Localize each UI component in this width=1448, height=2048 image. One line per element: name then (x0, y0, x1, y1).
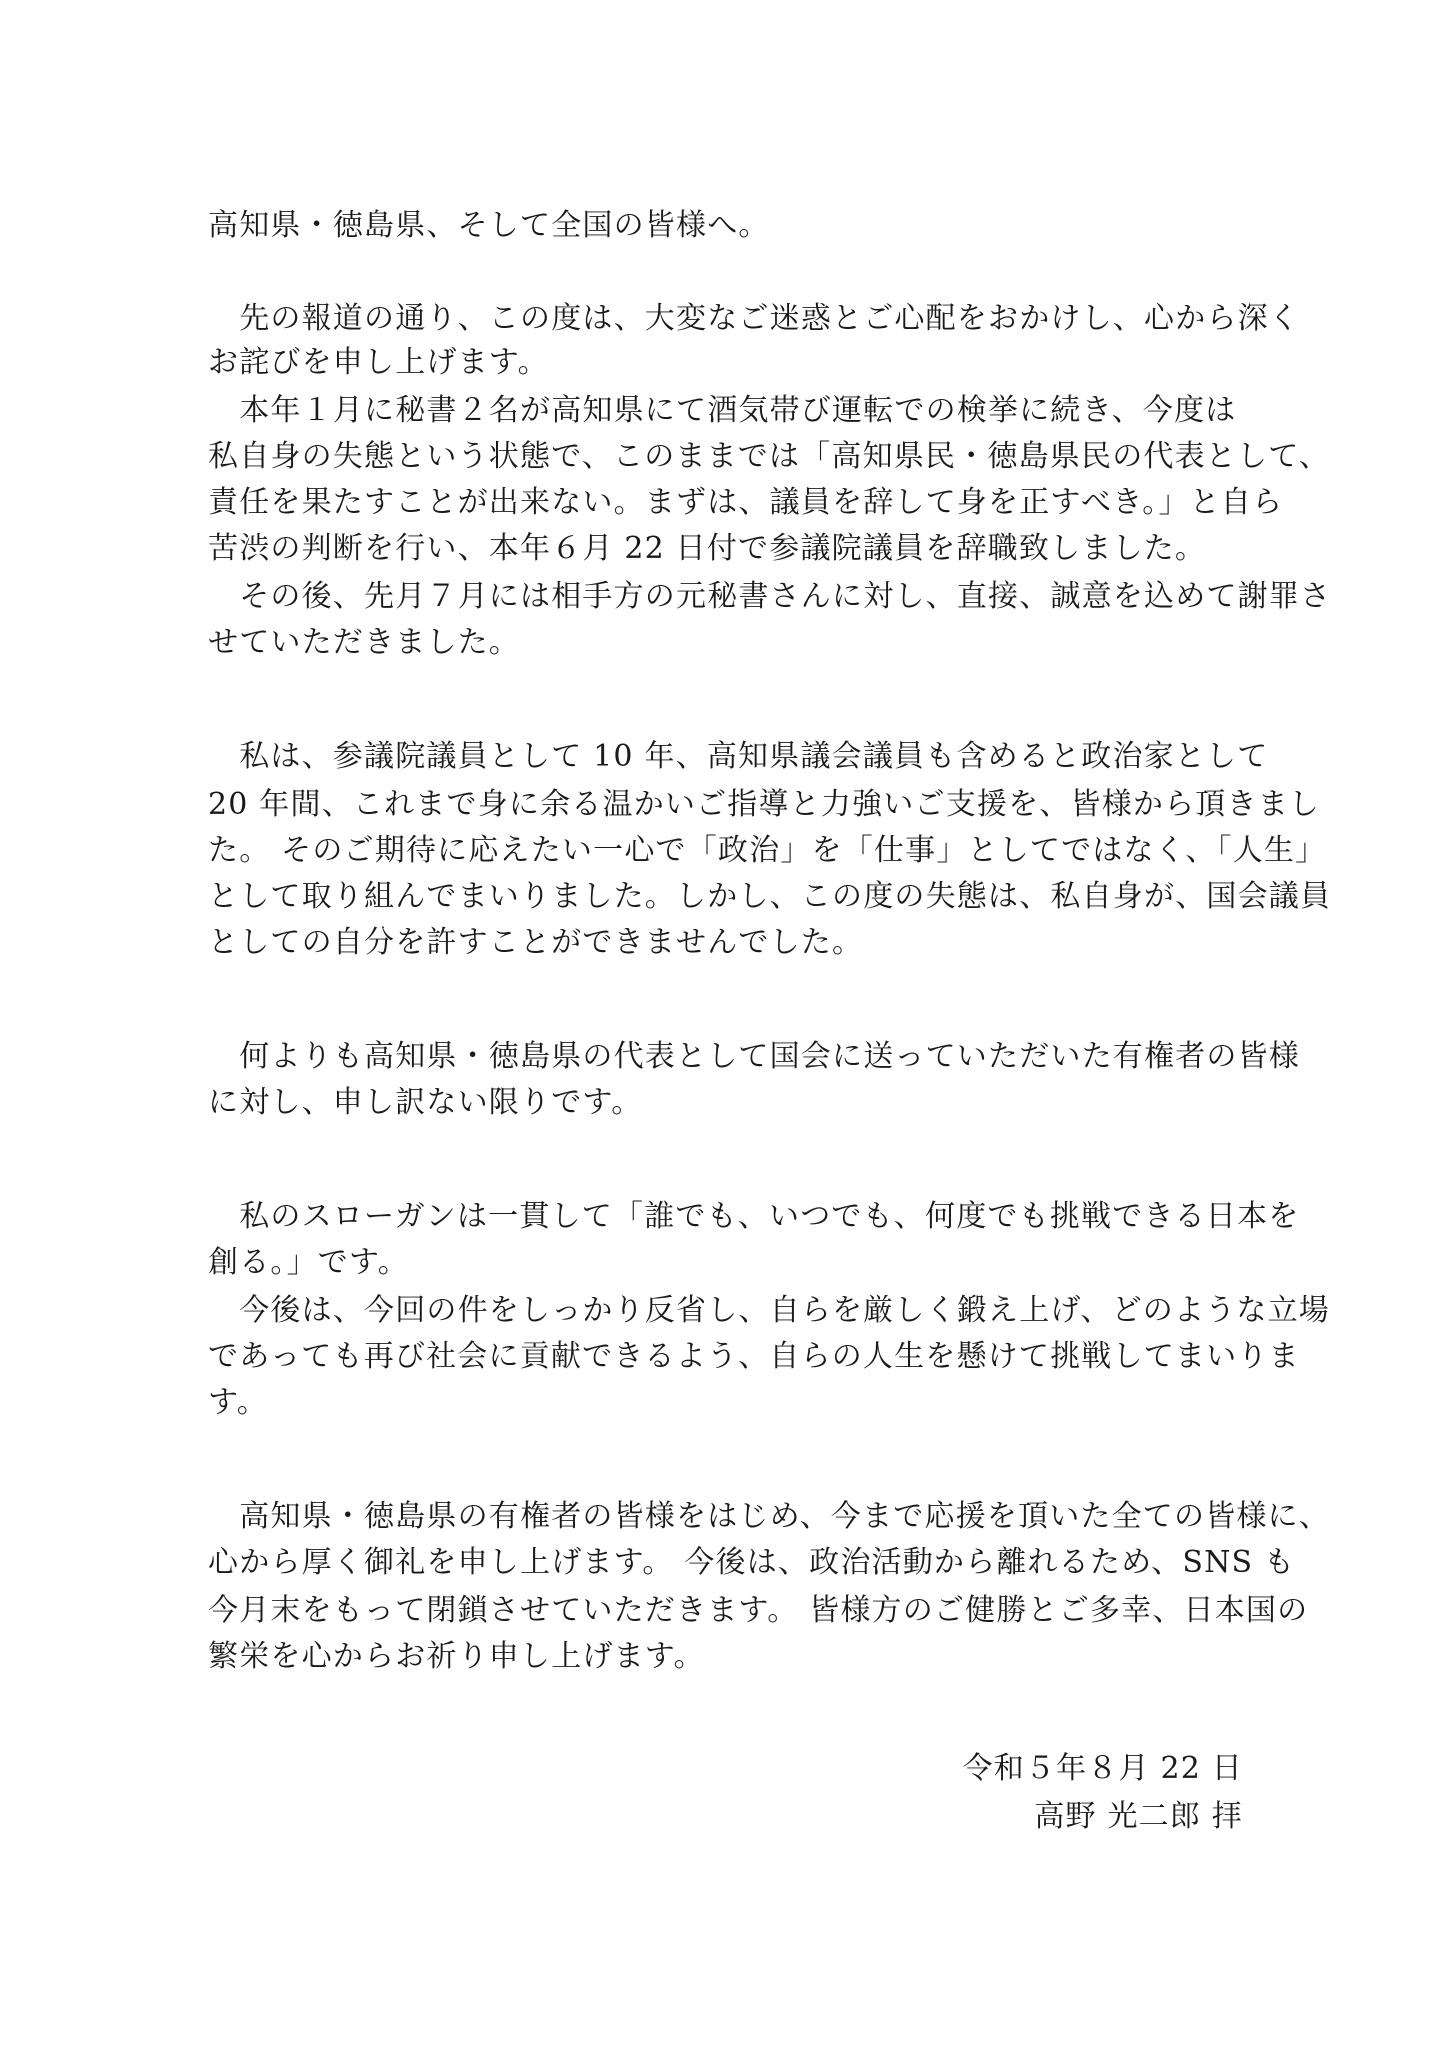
paragraph-line: 先の報道の通り、この度は、大変なご迷惑とご心配をおかけし、心から深く (208, 301, 1300, 336)
paragraph-line: 高知県・徳島県の有権者の皆様をはじめ、今まで応援を頂いた全ての皆様に、 (208, 1499, 1330, 1534)
paragraph-line: す。 (208, 1385, 268, 1420)
letter-date: 令和５年８月 22 日 (962, 1751, 1243, 1786)
paragraph-line: に対し、申し訳ない限りです。 (208, 1085, 643, 1120)
salutation: 高知県・徳島県、そして全国の皆様へ。 (208, 208, 770, 243)
paragraph-line: 私のスローガンは一貫して「誰でも、いつでも、何度でも挑戦できる日本を (208, 1199, 1300, 1234)
paragraph-line: 私自身の失態という状態で、このままでは「高知県民・徳島県民の代表として、 (208, 439, 1330, 474)
paragraph-line: 20 年間、これまで身に余る温かいご指導と力強いご支援を、皆様から頂きまし (208, 787, 1321, 822)
paragraph-line: 本年１月に秘書２名が高知県にて酒気帯び運転での検挙に続き、今度は (208, 393, 1237, 428)
paragraph-line: 心から厚く御礼を申し上げます。 今後は、政治活動から離れるため、SNS も (208, 1545, 1296, 1580)
paragraph-line: 繁栄を心からお祈り申し上げます。 (208, 1639, 705, 1674)
paragraph-line: 責任を果たすことが出来ない。まずは、議員を辞して身を正すべき。」と自ら (208, 485, 1284, 520)
paragraph-line: 何よりも高知県・徳島県の代表として国会に送っていただいた有権者の皆様 (208, 1039, 1300, 1074)
paragraph-line: 今月末をもって閉鎖させていただきます。 皆様方のご健勝とご多幸、日本国の (208, 1593, 1309, 1628)
paragraph-line: お詫びを申し上げます。 (208, 345, 549, 380)
paragraph-line: せていただきました。 (208, 625, 520, 660)
paragraph-line: であっても再び社会に貢献できるよう、自らの人生を懸けて挑戦してまいりま (208, 1339, 1300, 1374)
paragraph-line: 私は、参議院議員として 10 年、高知県議会議員も含めると政治家として (208, 739, 1269, 774)
paragraph-line: 今後は、今回の件をしっかり反省し、自らを厳しく鍛え上げ、どのような立場 (208, 1293, 1330, 1328)
paragraph-line: その後、先月７月には相手方の元秘書さんに対し、直接、誠意を込めて謝罪さ (208, 579, 1332, 614)
letter-signature: 高野 光二郎 拝 (1034, 1799, 1243, 1834)
paragraph-line: としての自分を許すことができませんでした。 (208, 925, 864, 960)
paragraph-line: 創る。」です。 (208, 1245, 409, 1280)
paragraph-line: 苦渋の判断を行い、本年６月 22 日付で参議院議員を辞職致しました。 (208, 531, 1207, 566)
paragraph-line: た。 そのご期待に応えたい一心で「政治」を「仕事」としてではなく、「人生」 (208, 833, 1327, 868)
paragraph-line: として取り組んでまいりました。しかし、この度の失態は、私自身が、国会議員 (208, 879, 1332, 914)
